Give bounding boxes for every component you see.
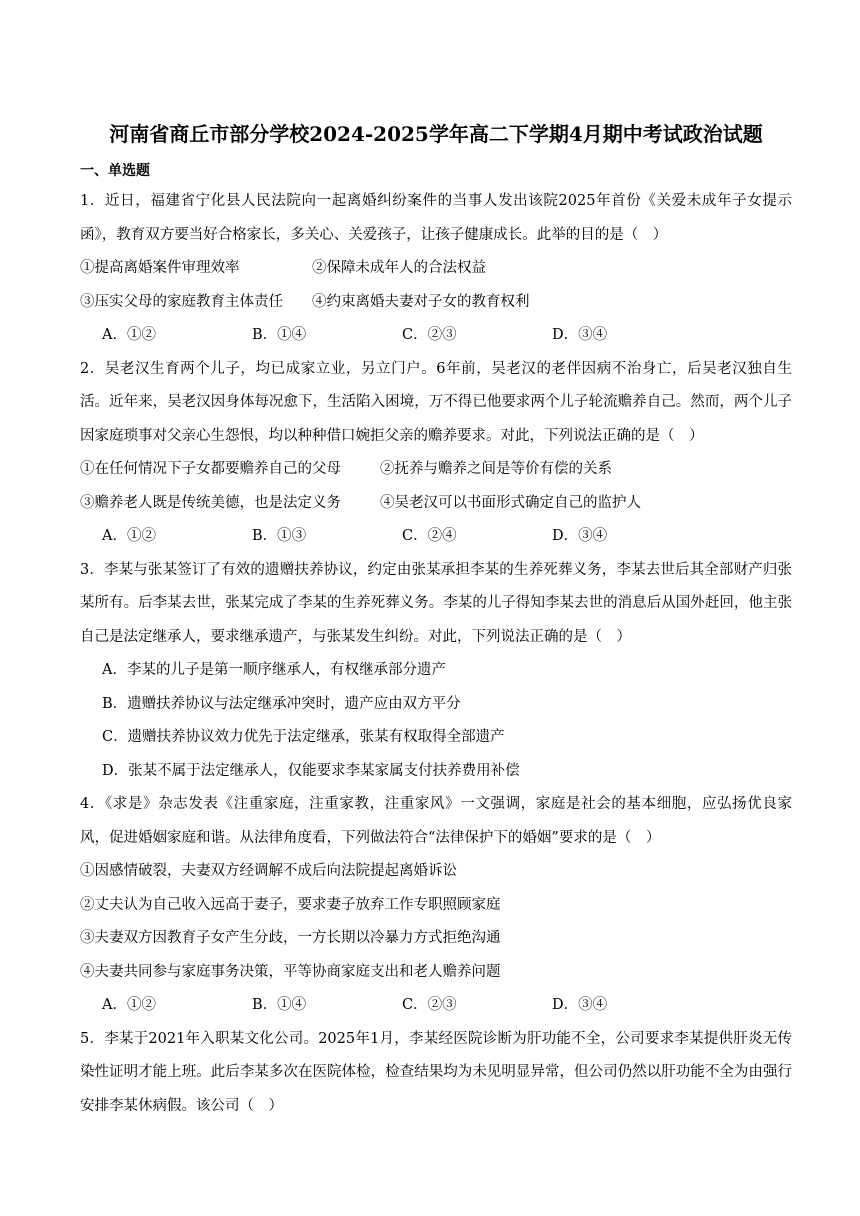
statement-row: [80, 286, 792, 320]
statement-2: ②保障未成年人的合法权益: [312, 260, 486, 276]
statement-4: ④夫妻共同参与家庭事务决策，平等协商家庭支出和老人赡养问题: [80, 963, 501, 980]
statement-3: ③压实父母的家庭教育主体责任: [80, 293, 283, 310]
question-2: [80, 353, 792, 554]
option-c: C．②③: [402, 327, 457, 343]
option-b: B．①④: [252, 327, 307, 343]
question-stem: 5．李某于2021年入职某文化公司。2025年1月，李某经医院诊断为肝功能不全，公司要求李某提供肝炎无传染性证明才能上班。此后李某多次在医院体检，检查结果均为未见明显异常，但公司仍然以肝功能不全为由强行安排李某休病假。该公司（ ）: [80, 1030, 792, 1114]
statement-4: ④约束离婚夫妻对子女的教育权利: [312, 293, 530, 310]
question-1: [80, 185, 792, 353]
option-b: B．遗赠扶养协议与法定继承冲突时，遗产应由双方平分: [102, 695, 461, 712]
option-c: C．遗赠扶养协议效力优先于法定继承，张某有权取得全部遗产: [102, 729, 505, 745]
statement-2: ②抚养与赡养之间是等价有偿的关系: [380, 461, 612, 477]
question-5: [80, 1023, 792, 1124]
question-stem: 4．《求是》杂志发表《注重家庭，注重家教，注重家风》一文强调，家庭是社会的基本细胞，应弘扬优良家风，促进婚姻家庭和谐。从法律角度看，下列做法符合“法律保护下的婚姻”要求的是（ ）: [80, 796, 792, 846]
option-a: A．①②: [102, 528, 156, 544]
statement-4: ④吴老汉可以书面形式确定自己的监护人: [380, 494, 641, 511]
statement-2: ②丈夫认为自己收入远高于妻子，要求妻子放弃工作专职照顾家庭: [80, 896, 501, 913]
option-d: D．张某不属于法定继承人，仅能要求李某家属支付扶养费用补偿: [102, 762, 520, 779]
statement-1: ①在任何情况下子女都要赡养自己的父母: [80, 461, 341, 477]
statement-3: ③赡养老人既是传统美德，也是法定义务: [80, 494, 341, 511]
option-c: C．②③: [402, 997, 457, 1013]
question-3: [80, 554, 792, 789]
option-c: C．②④: [402, 528, 457, 544]
statement-3: ③夫妻双方因教育子女产生分歧，一方长期以冷暴力方式拒绝沟通: [80, 930, 501, 946]
option-d: D．③④: [552, 327, 608, 343]
options-row: [80, 319, 792, 353]
option-b: B．①④: [252, 997, 307, 1013]
statement-row: [80, 487, 792, 521]
option-a: A．李某的儿子是第一顺序继承人，有权继承部分遗产: [102, 662, 446, 678]
question-stem: 1．近日，福建省宁化县人民法院向一起离婚纠纷案件的当事人发出该院2025年首份《关爱未成年子女提示函》，教育双方要当好合格家长，多关心、关爱孩子，让孩子健康成长。此举的目的是（ ）: [80, 193, 792, 243]
option-d: D．③④: [552, 997, 608, 1013]
page-title: 河南省商丘市部分学校2024-2025学年高二下学期4月期中考试政治试题: [109, 122, 763, 146]
options-row: [80, 989, 792, 1023]
statement-1: ①提高离婚案件审理效率: [80, 260, 240, 276]
options-row: [80, 520, 792, 554]
statement-1: ①因感情破裂，夫妻双方经调解不成后向法院提起离婚诉讼: [80, 863, 457, 879]
statement-row: [80, 252, 792, 286]
question-stem: 3．李某与张某签订了有效的遗赠扶养协议，约定由张某承担李某的生养死葬义务，李某去世后其全部财产归张某所有。后李某去世，张某完成了李某的生养死葬义务。李某的儿子得知李某去世的消息后从国外赶回，他主张自己是法定继承人，要求继承遗产，与张某发生纠纷。对此，下列说法正确的是（ ）: [80, 561, 792, 645]
option-a: A．①②: [102, 997, 156, 1013]
option-d: D．③④: [552, 528, 608, 544]
statement-row: [80, 453, 792, 487]
question-4: [80, 788, 792, 1023]
option-b: B．①③: [252, 528, 307, 544]
question-stem: 2．吴老汉生育两个儿子，均已成家立业，另立门户。6年前，吴老汉的老伴因病不治身亡，后吴老汉独自生活。近年来，吴老汉因身体每况愈下，生活陷入困境，万不得已他要求两个儿子轮流赡养自己。然而，两个儿子因家庭琐事对父亲心生怨恨，均以种种借口婉拒父亲的赡养要求。对此，下列说法正确的是（ ）: [80, 360, 792, 444]
section-heading: 一、单选题: [80, 163, 150, 179]
option-a: A．①②: [102, 327, 156, 343]
